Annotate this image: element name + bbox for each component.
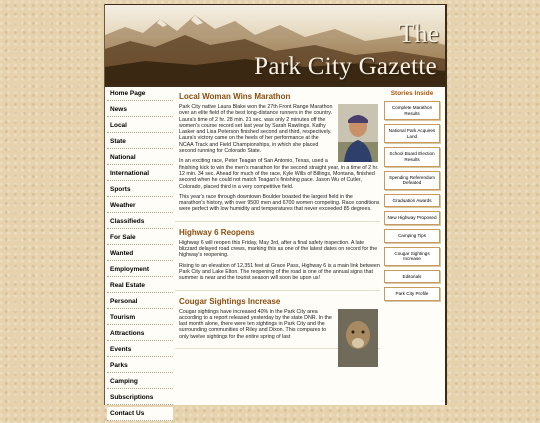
nav-sidebar — [105, 87, 173, 423]
story-link[interactable]: Graduation Awards — [384, 194, 440, 208]
nav-item-home[interactable]: Home Page — [107, 87, 173, 101]
nav-item-attractions[interactable]: Attractions — [107, 327, 173, 341]
article-headline[interactable]: Cougar Sightings Increase — [179, 296, 281, 306]
nav-item-parks[interactable]: Parks — [107, 359, 173, 373]
nav-item-international[interactable]: International — [107, 167, 173, 181]
nav-item-employment[interactable]: Employment — [107, 263, 173, 277]
article-marathon — [175, 92, 380, 222]
nav-item-subscriptions[interactable]: Subscriptions — [107, 391, 173, 405]
nav-item-weather[interactable]: Weather — [107, 199, 173, 213]
nav-item-classifieds[interactable]: Classifieds — [107, 215, 173, 229]
story-link[interactable]: School Board Election Results — [384, 147, 440, 166]
story-link[interactable]: Complete Marathon Results — [384, 101, 440, 120]
page — [104, 4, 447, 417]
story-link[interactable]: Editorials — [384, 270, 440, 284]
nav-item-news[interactable]: News — [107, 103, 173, 117]
story-link[interactable]: National Park Acquires Land — [384, 124, 440, 143]
nav-item-contact-us[interactable]: Contact Us — [107, 407, 173, 421]
article-headline[interactable]: Highway 6 Reopens — [179, 227, 255, 237]
nav-item-wanted[interactable]: Wanted — [107, 247, 173, 261]
masthead-banner — [105, 4, 445, 87]
story-link[interactable]: Spending Referendum Defeated — [384, 171, 440, 190]
article-paragraph: This year's race through downtown Boulder boasted the largest field in the marathon's history, with over 9500 men and 6700 women competing. Race conditions were perfect with low humidity and temperatures that never exceeded 85 degrees. — [179, 193, 380, 213]
nav-item-real-estate[interactable]: Real Estate — [107, 279, 173, 293]
article-paragraph: Cougar sightings have increased 40% in the Park City area according to a report released yesterday by the state DNR. In the last month alone, there were ten sightings in Park City and the surrounding communities of Riley and Dixon. This compares to only twelve sightings for the entire spring of last — [179, 308, 332, 340]
story-link[interactable]: Cougar Sightings Increase — [384, 247, 440, 266]
nav-item-state[interactable]: State — [107, 135, 173, 149]
nav-item-sports[interactable]: Sports — [107, 183, 173, 197]
runner-photo — [338, 104, 378, 162]
nav-item-camping[interactable]: Camping — [107, 375, 173, 389]
article-paragraph: In an exciting race, Peter Teagan of San Antonio, Texas, used a finishing kick to win the men's marathon for the second straight year, in a time of 2 hr. 12 min. 34 sec. Ahead for much of the race, Kyle Wills of Billings, Montana, finished second when he could not match Teagan's finishing pace. Jason Wu of Cutler, Colorado, placed third in a very competitive field. — [179, 158, 379, 190]
story-link[interactable]: New Highway Proposed — [384, 211, 440, 225]
sidebar-title: Stories Inside — [390, 90, 434, 97]
nav-item-for-sale[interactable]: For Sale — [107, 231, 173, 245]
article-paragraph: Highway 6 will reopen this Friday, May 3rd, after a final safety inspection. A late blizzard delayed road crews, marking this as one of the latest dates on record for the highway's reopening. — [179, 239, 378, 259]
article-headline[interactable]: Local Woman Wins Marathon — [179, 92, 291, 101]
masthead-title: Park City Gazette — [254, 53, 437, 80]
nav-item-personal[interactable]: Personal — [107, 295, 173, 309]
nav-item-national[interactable]: National — [107, 151, 173, 165]
nav-item-tourism[interactable]: Tourism — [107, 311, 173, 325]
article-cougar — [175, 297, 380, 349]
story-link[interactable]: Camping Tips — [384, 229, 440, 243]
masthead-the: The — [398, 19, 439, 48]
article-paragraph: Park City native Laura Blake won the 27th Front Range Marathon over an elite field of the best long-distance runners in the country. Laura's time of 2 hr. 28 min. 21 sec. was only 2 minutes off the women's course record set last year by Sarah Rawlings. Kathy Lasker and Lisa Peterson finished second and third, respectively. Laura's victory came on the heels of her performance at the NCAA Track and Field Championships, in which she placed second running for Colorado State. — [179, 104, 333, 155]
story-link[interactable]: Park City Profile — [384, 287, 440, 301]
main-content — [175, 90, 380, 369]
stories-inside-sidebar — [381, 90, 443, 305]
cougar-photo — [338, 309, 378, 367]
article-paragraph: Rising to an elevation of 12,351 feet at Grace Pass, Highway 6 is a main link between Park City and Lake Elton. The reopening of the road is one of the annual signs that summer is near and the tourist season will soon be upon us! — [179, 262, 380, 282]
article-highway — [175, 228, 380, 291]
nav-item-local[interactable]: Local — [107, 119, 173, 133]
nav-item-events[interactable]: Events — [107, 343, 173, 357]
